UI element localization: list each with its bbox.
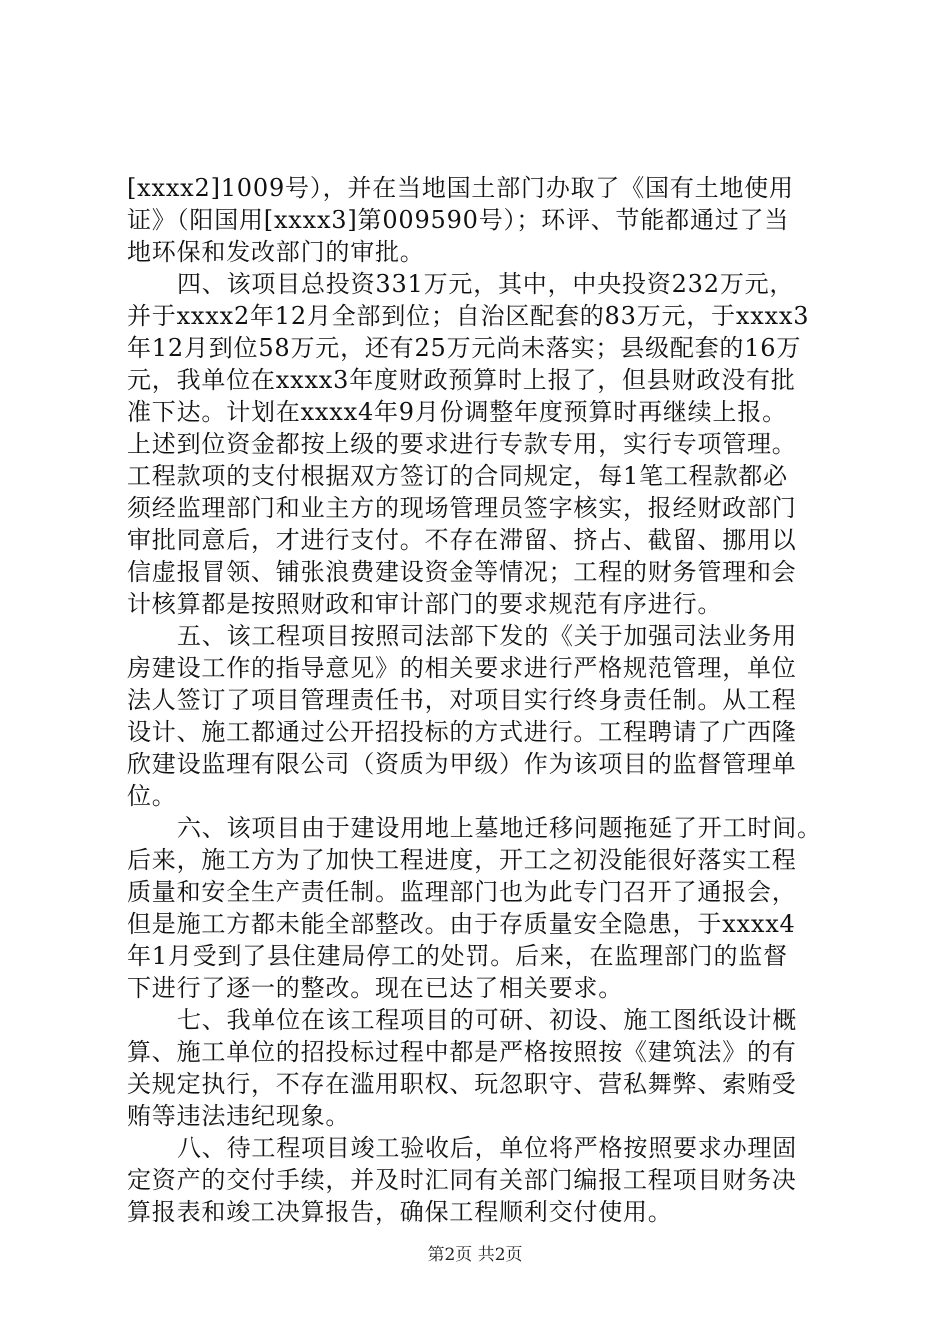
text-line: 计核算都是按照财政和审计部门的要求规范有序进行。	[127, 590, 723, 618]
paragraph-first-line: 五、该工程项目按照司法部下发的《关于加强司法业务用	[177, 622, 797, 650]
text-line: 须经监理部门和业主方的现场管理员签字核实，报经财政部门	[127, 494, 797, 522]
text-line: 下进行了逐一的整改。现在已达了相关要求。	[127, 974, 623, 1002]
text-line: 定资产的交付手续，并及时汇同有关部门编报工程项目财务决	[127, 1166, 797, 1194]
text-line: 并于xxxx2年12月全部到位；自治区配套的83万元，于xxxx3	[127, 302, 810, 330]
document-body	[127, 172, 832, 1228]
paragraph-first-line: 七、我单位在该工程项目的可研、初设、施工图纸设计概	[177, 1006, 797, 1034]
paragraph-first-line: 八、待工程项目竣工验收后，单位将严格按照要求办理固	[177, 1134, 797, 1162]
text-line: 信虚报冒领、铺张浪费建设资金等情况；工程的财务管理和会	[127, 558, 797, 586]
text-line: 算、施工单位的招投标过程中都是严格按照按《建筑法》的有	[127, 1038, 797, 1066]
text-line: 房建设工作的指导意见》的相关要求进行严格规范管理，单位	[127, 654, 797, 682]
text-line: 年12月到位58万元，还有25万元尚未落实；县级配套的16万	[127, 334, 802, 362]
text-line: 上述到位资金都按上级的要求进行专款专用，实行专项管理。	[127, 430, 797, 458]
text-line: 质量和安全生产责任制。监理部门也为此专门召开了通报会，	[127, 878, 797, 906]
text-line: 工程款项的支付根据双方签订的合同规定，每1笔工程款都必	[127, 462, 788, 490]
text-line: 位。	[127, 782, 177, 810]
paragraph-first-line: 六、该项目由于建设用地上墓地迁移问题拖延了开工时间。	[177, 814, 822, 842]
text-line: 但是施工方都未能全部整改。由于存质量安全隐患，于xxxx4	[127, 910, 796, 938]
text-line: 准下达。计划在xxxx4年9月份调整年度预算时再继续上报。	[127, 398, 787, 426]
text-line: 关规定执行，不存在滥用职权、玩忽职守、营私舞弊、索贿受	[127, 1070, 797, 1098]
text-line: 后来，施工方为了加快工程进度，开工之初没能很好落实工程	[127, 846, 797, 874]
text-line: 法人签订了项目管理责任书，对项目实行终身责任制。从工程	[127, 686, 797, 714]
text-line: 元，我单位在xxxx3年度财政预算时上报了，但县财政没有批	[127, 366, 796, 394]
text-line: 审批同意后，才进行支付。不存在滞留、挤占、截留、挪用以	[127, 526, 797, 554]
text-line: [xxxx2]1009号），并在当地国土部门办取了《国有土地使用	[127, 174, 794, 202]
text-line: 算报表和竣工决算报告，确保工程顺利交付使用。	[127, 1198, 673, 1226]
text-line: 设计、施工都通过公开招投标的方式进行。工程聘请了广西隆	[127, 718, 797, 746]
text-line: 年1月受到了县住建局停工的处罚。后来，在监理部门的监督	[127, 942, 788, 970]
paragraph-first-line: 四、该项目总投资331万元，其中，中央投资232万元，	[177, 270, 795, 298]
text-line: 地环保和发改部门的审批。	[127, 238, 425, 266]
text-line: 欣建设监理有限公司（资质为甲级）作为该项目的监督管理单	[127, 750, 797, 778]
text-line: 证》（阳国用[xxxx3]第009590号）；环评、节能都通过了当	[127, 206, 790, 234]
text-line: 贿等违法违纪现象。	[127, 1102, 351, 1130]
page-number-footer: 第2页 共2页	[427, 1245, 523, 1265]
